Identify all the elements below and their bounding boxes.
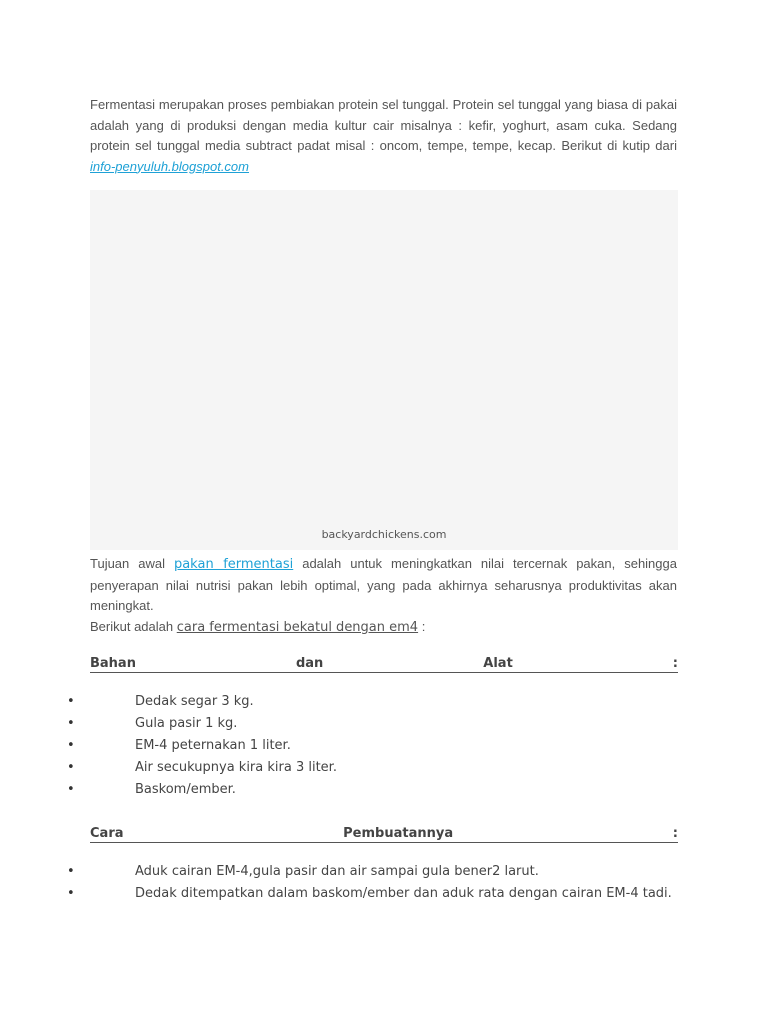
materials-list [60, 691, 678, 801]
list-item [60, 713, 678, 735]
list-item [60, 757, 678, 779]
cara-fermentasi-link[interactable]: cara fermentasi bekatul dengan em4 [176, 619, 419, 635]
list-item [60, 691, 678, 713]
bullet-icon: • [67, 738, 75, 753]
list-item-text: Gula pasir 1 kg. [135, 716, 238, 731]
method-prefix: Berikut adalah [90, 618, 177, 634]
steps-heading-word: Cara [90, 826, 124, 841]
materials-heading [90, 656, 678, 673]
bullet-icon: • [67, 760, 75, 775]
materials-heading-word: Alat [483, 656, 513, 671]
list-item-text: Dedak ditempatkan dalam baskom/ember dan aduk rata dengan cairan EM-4 tadi. [135, 886, 672, 901]
source-link[interactable]: info-penyuluh.blogspot.com [90, 158, 249, 174]
list-item [60, 861, 678, 883]
materials-heading-word: Bahan [90, 656, 136, 671]
intro-paragraph [90, 95, 677, 177]
bullet-icon: • [67, 716, 75, 731]
list-item-text: Air secukupnya kira kira 3 liter. [135, 760, 337, 775]
method-suffix: : [418, 618, 426, 634]
bullet-icon: • [67, 886, 75, 901]
list-item [60, 883, 678, 905]
list-item [60, 779, 678, 801]
article-image-placeholder [90, 190, 678, 550]
steps-list [60, 861, 678, 905]
list-item-text: Baskom/ember. [135, 782, 236, 797]
steps-heading-word: : [672, 826, 678, 841]
bullet-icon: • [67, 782, 75, 797]
intro-text: Fermentasi merupakan proses pembiakan protein sel tunggal. Protein sel tunggal yang biasa di pakai adalah yang di produksi dengan media kultur cair misalnya : kefir, yoghurt, asam cuka. Sedang protein sel tunggal media subtract padat misal : oncom, tempe, tempe, kecap. Berikut di kutip dari [90, 97, 677, 153]
purpose-suffix: adalah untuk meningkatkan nilai tercernak pakan, sehingga penyerapan nilai nutrisi pakan lebih optimal, yang pada akhirnya seharusnya produktivitas akan meningkat. [90, 556, 677, 613]
bullet-icon: • [67, 694, 75, 709]
steps-heading [90, 826, 678, 843]
body-paragraph [90, 554, 677, 638]
list-item-text: EM-4 peternakan 1 liter. [135, 738, 291, 753]
image-caption: backyardchickens.com [321, 528, 447, 541]
list-item-text: Aduk cairan EM-4,gula pasir dan air sampai gula bener2 larut. [135, 864, 539, 879]
list-item-text: Dedak segar 3 kg. [135, 694, 254, 709]
purpose-prefix: Tujuan awal [90, 556, 174, 571]
materials-heading-word: : [672, 656, 678, 671]
list-item [60, 735, 678, 757]
pakan-fermentasi-link[interactable]: pakan fermentasi [173, 557, 294, 572]
steps-heading-word: Pembuatannya [343, 826, 454, 841]
bullet-icon: • [67, 864, 75, 879]
materials-heading-word: dan [295, 656, 324, 671]
